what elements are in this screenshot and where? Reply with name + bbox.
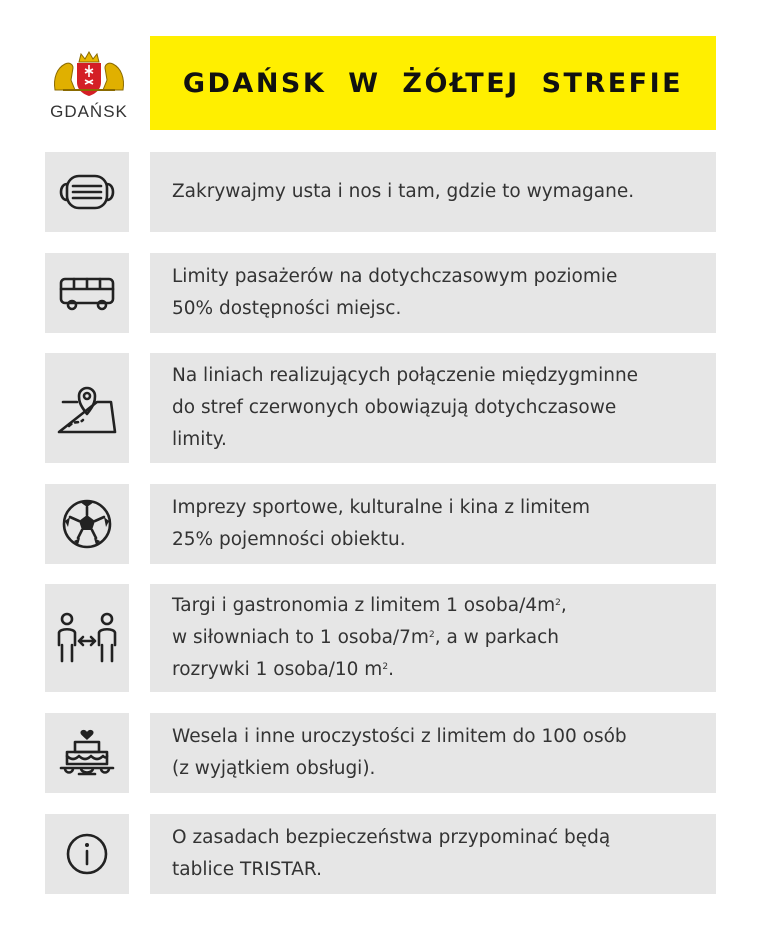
- rule-text: Imprezy sportowe, kulturalne i kina z limitem 25% pojemności obiektu.: [172, 497, 591, 550]
- rule-text-box: [150, 814, 716, 894]
- rule-text-box: [150, 484, 716, 564]
- rule-text-box: [150, 253, 716, 333]
- logo-text: GDAŃSK: [50, 102, 128, 121]
- rule-row: [45, 484, 716, 564]
- gdansk-coat-of-arms-icon: [49, 50, 129, 98]
- rule-text: Zakrywajmy usta i nos i tam, gdzie to wymagane.: [172, 181, 635, 202]
- bus-icon: [57, 273, 117, 313]
- rule-text: Limity pasażerów na dotychczasowym poziomie 50% dostępności miejsc.: [172, 266, 618, 319]
- rule-row: [45, 253, 716, 333]
- rule-text: O zasadach bezpieczeństwa przypominać będą tablice TRISTAR.: [172, 827, 611, 880]
- rule-text-box: [150, 713, 716, 793]
- face-mask-icon: [57, 172, 117, 212]
- rule-row: [45, 584, 716, 692]
- rule-row: [45, 814, 716, 894]
- route-map-icon: [55, 380, 119, 436]
- title-banner: [150, 36, 716, 130]
- rule-text-box: [150, 584, 716, 692]
- rule-text: Na liniach realizujących połączenie międzygminne do stref czerwonych obowiązują dotychczasowe limity.: [172, 365, 639, 450]
- rule-row: [45, 152, 716, 232]
- info-icon: [65, 832, 109, 876]
- rule-text: Wesela i inne uroczystości z limitem do 100 osób (z wyjątkiem obsługi).: [172, 726, 627, 779]
- page-title: GDAŃSK W ŻÓŁTEJ STREFIE: [182, 67, 684, 99]
- gdansk-logo: [44, 50, 134, 122]
- social-distance-icon: [55, 611, 119, 665]
- rule-text-box: [150, 353, 716, 463]
- rule-text-box: [150, 152, 716, 232]
- rule-row: [45, 713, 716, 793]
- football-icon: [60, 497, 114, 551]
- rule-row: [45, 353, 716, 463]
- wedding-cake-icon: [57, 728, 117, 778]
- rule-text: Targi i gastronomia z limitem 1 osoba/$4m^2$, w siłowniach to 1 osoba/$7m^2$, a w parkach rozrywki 1 osoba/10 $m^2$.: [172, 595, 567, 680]
